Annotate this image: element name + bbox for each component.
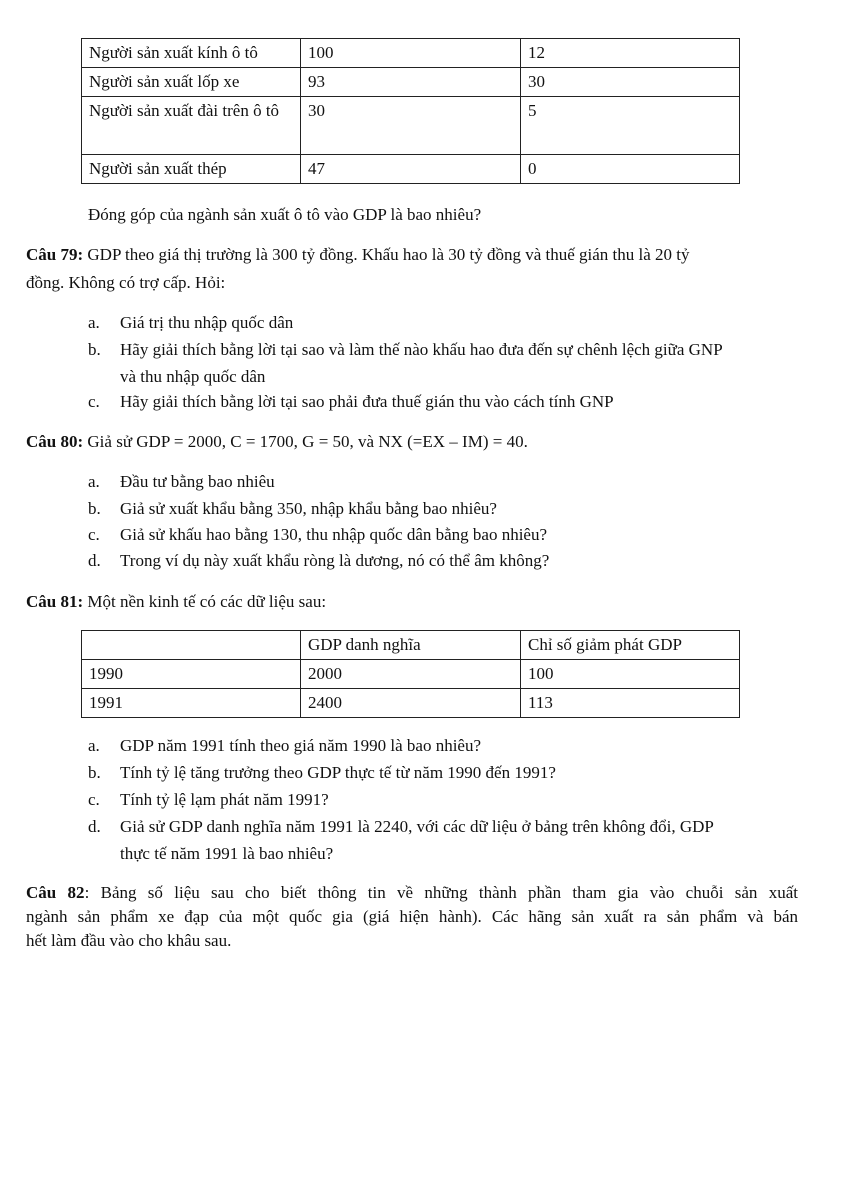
table-cell: 0 xyxy=(521,155,740,184)
table-row xyxy=(82,68,740,97)
question-label: Câu 82 xyxy=(26,883,85,902)
question-81 xyxy=(26,589,326,615)
question-text: GDP theo giá thị trường là 300 tỷ đồng. Khấu hao là 30 tỷ đồng và thuế gián thu là 20 tỷ xyxy=(83,245,690,264)
question-label: Câu 80: xyxy=(26,432,84,451)
table-cell: Người sản xuất thép xyxy=(82,155,301,184)
question-label: Câu 81: xyxy=(26,592,84,611)
table-cell: 47 xyxy=(301,155,521,184)
table-cell: 2400 xyxy=(301,689,521,718)
gdp-table xyxy=(81,630,740,718)
table-cell: 30 xyxy=(301,97,521,155)
producer-table xyxy=(81,38,740,184)
table-header: GDP danh nghĩa xyxy=(301,631,521,660)
question-79-cont: đồng. Không có trợ cấp. Hỏi: xyxy=(26,273,226,292)
table-cell: 113 xyxy=(521,689,740,718)
table-cell: 2000 xyxy=(301,660,521,689)
question-82-line3: hết làm đầu vào cho khâu sau. xyxy=(26,931,232,950)
table-cell: 100 xyxy=(301,39,521,68)
question-82-line2: ngành sản phẩm xe đạp của một quốc gia (giá hiện hành). Các hãng sản xuất ra sản phẩm và bán xyxy=(26,907,798,926)
table-row xyxy=(82,39,740,68)
document-page: Người sản xuất kính ô tô 100 12 Người sản xuất lốp xe 93 30 Người sản xuất đài trên ô tô 30 5 Người sản xuất thép 47 0 Đóng góp của ngành sản xuất ô tô vào GDP là bao nhiêu? Câu 79: GDP theo giá thị trường là 300 tỷ đồng. Khấu hao là 30 tỷ đồng và thuế gián thu là 20 tỷ đồng. Không có trợ cấp. Hỏi: a. Giá trị thu nhập quốc dân b. Hãy giải thích bằng lời tại sao và làm thế nào khấu hao đưa đến sự chênh lệch giữa GNP và thu nhập quốc dân c. Hãy giải thích bằng lời tại sao phải đưa thuế gián thu vào cách tính GNP Câu 80: Giả sử GDP = 2000, C = 1700, G = 50, và NX (=EX – IM) = 40. a. Đầu tư bằng bao nhiêu b. Giả sử xuất khẩu bằng 350, nhập khẩu bằng bao nhiêu? c. Giả sử khấu hao bằng 130, thu nhập quốc dân bằng bao nhiêu? d. Trong ví dụ này xuất khẩu ròng là dương, nó có thể âm không? Câu 81: Một nền kinh tế có các dữ liệu sau: GDP danh nghĩa Chỉ số giảm phát GDP 1990 2000 100 1991 2400 113 a. GDP năm 1991 tính theo giá năm 1990 là bao nhiêu? b. Tính tỷ lệ tăng trưởng theo GDP thực tế từ năm 1990 đến 1991? c. Tính tỷ lệ lạm phát năm 1991? d. Giả sử GDP danh nghĩa năm 1991 là 2240, với các dữ liệu ở bảng trên không đổi, GDP thực tế năm 1991 là bao nhiêu? Câu 82: Bảng số liệu sau cho biết thông tin về những thành phần tham gia vào chuỗi sản xuất ngành sản phẩm xe đạp của một quốc gia (giá hiện hành). Các hãng sản xuất ra sản phẩm và bán hết làm đầu vào cho khâu sau. xyxy=(0,0,841,1191)
table-cell: 1991 xyxy=(82,689,301,718)
table-header: Chỉ số giảm phát GDP xyxy=(521,631,740,660)
table-cell: 100 xyxy=(521,660,740,689)
table-cell: Người sản xuất đài trên ô tô xyxy=(82,97,301,155)
table-cell: 5 xyxy=(521,97,740,155)
table-row xyxy=(82,689,740,718)
table-cell: Người sản xuất lốp xe xyxy=(82,68,301,97)
table-cell: Người sản xuất kính ô tô xyxy=(82,39,301,68)
question-text: : Bảng số liệu sau cho biết thông tin về những thành phần tham gia vào chuỗi sản xuất xyxy=(84,883,798,902)
question-text: Giả sử GDP = 2000, C = 1700, G = 50, và NX (=EX – IM) = 40. xyxy=(83,432,528,451)
question-79 xyxy=(26,242,798,268)
table-cell: 93 xyxy=(301,68,521,97)
table-header-row xyxy=(82,631,740,660)
question-80 xyxy=(26,429,528,455)
question-82 xyxy=(26,880,798,906)
question-78-tail: Đóng góp của ngành sản xuất ô tô vào GDP là bao nhiêu? xyxy=(88,205,482,224)
table-row xyxy=(82,660,740,689)
question-text: Một nền kinh tế có các dữ liệu sau: xyxy=(83,592,327,611)
table-cell: 30 xyxy=(521,68,740,97)
table-row xyxy=(82,97,740,155)
table-header xyxy=(82,631,301,660)
table-row xyxy=(82,155,740,184)
question-label: Câu 79: xyxy=(26,245,84,264)
table-cell: 1990 xyxy=(82,660,301,689)
table-cell: 12 xyxy=(521,39,740,68)
